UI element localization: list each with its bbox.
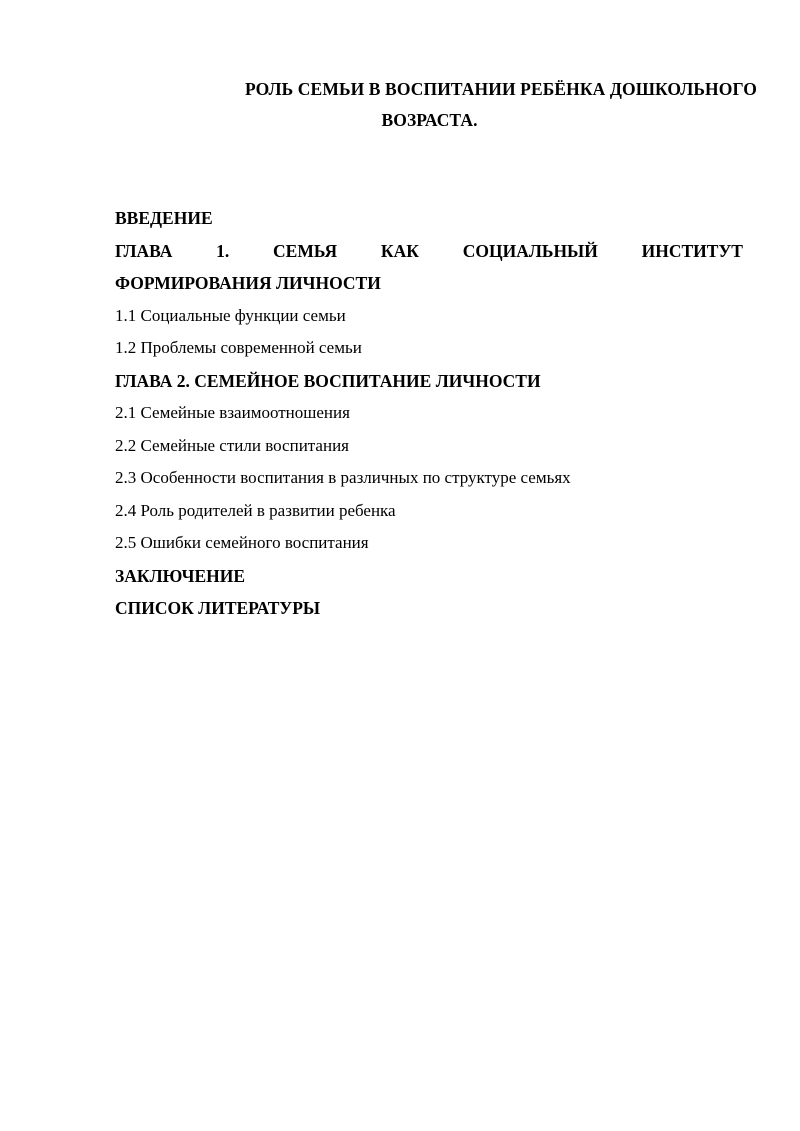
toc-chapter-1-heading [115, 235, 743, 268]
table-of-contents [115, 202, 743, 625]
toc-chapter-1-word: 1. [216, 240, 230, 261]
title-line-2: ВОЗРАСТА. [381, 110, 478, 130]
toc-chapter-1-word: СОЦИАЛЬНЫЙ [462, 240, 598, 261]
toc-chapter-1-word: СЕМЬЯ [273, 240, 338, 261]
toc-chapter-1-word: ИНСТИТУТ [641, 240, 743, 261]
toc-chapter-1-word: КАК [380, 240, 419, 261]
toc-section-2-5: 2.5 Ошибки семейного воспитания [115, 533, 369, 552]
toc-section-2-3: 2.3 Особенности воспитания в различных по структуре семьях [115, 468, 571, 487]
toc-references: СПИСОК ЛИТЕРАТУРЫ [115, 598, 321, 618]
toc-section-2-2: 2.2 Семейные стили воспитания [115, 435, 349, 455]
toc-introduction: ВВЕДЕНИЕ [115, 208, 213, 228]
toc-conclusion: ЗАКЛЮЧЕНИЕ [115, 565, 246, 586]
toc-section-1-1: 1.1 Социальные функции семьи [115, 305, 346, 325]
document-title [115, 74, 757, 136]
toc-section-1-2: 1.2 Проблемы современной семьи [115, 338, 362, 357]
toc-chapter-2-heading: ГЛАВА 2. СЕМЕЙНОЕ ВОСПИТАНИЕ ЛИЧНОСТИ [115, 370, 541, 391]
toc-chapter-1-heading-continued: ФОРМИРОВАНИЯ ЛИЧНОСТИ [115, 273, 381, 293]
toc-section-2-4: 2.4 Роль родителей в развитии ребенка [115, 500, 396, 520]
toc-chapter-1-word: ГЛАВА [115, 240, 173, 261]
title-line-1: РОЛЬ СЕМЬИ В ВОСПИТАНИИ РЕБЁНКА ДОШКОЛЬНОГО [245, 79, 757, 99]
toc-section-2-1: 2.1 Семейные взаимоотношения [115, 403, 350, 422]
